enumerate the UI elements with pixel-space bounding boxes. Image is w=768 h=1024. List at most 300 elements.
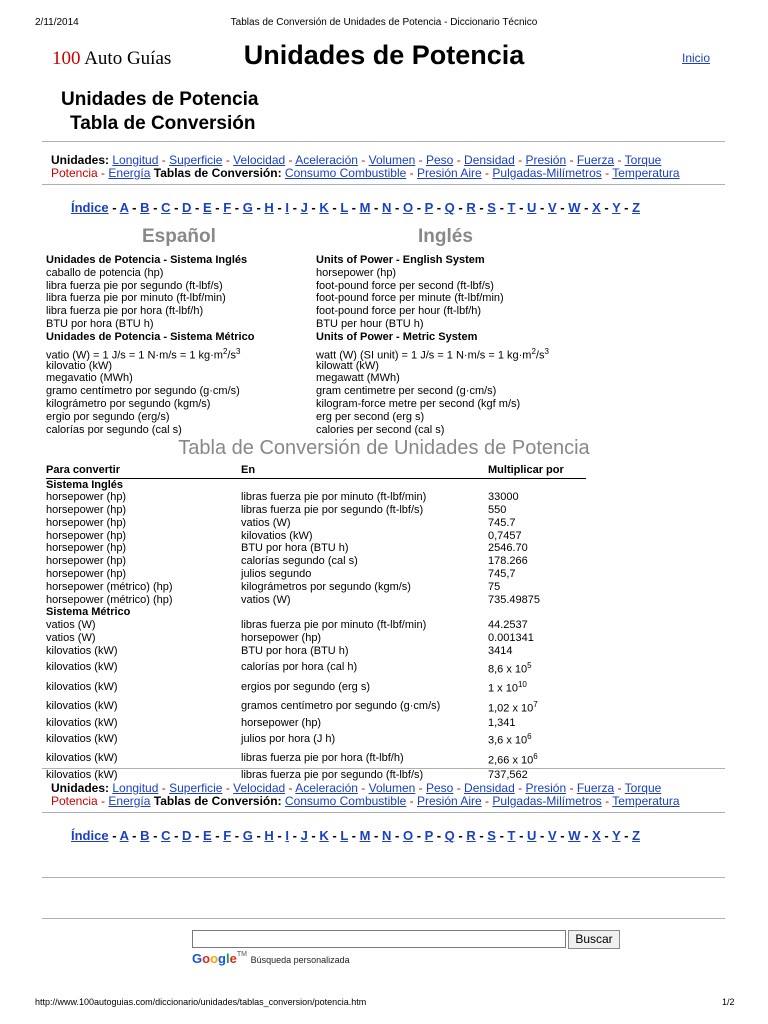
cell-text: kilovatios (kW) [241,529,313,542]
group-label: Sistema Inglés [46,478,124,491]
cell-text: kilovatios (kW) [46,768,118,781]
to-unit-cell [241,677,488,697]
separator: - [149,828,162,843]
unit-item: libra fuerza pie por minuto (ft-lbf/min) [46,292,226,305]
separator: - [252,828,265,843]
column-heading-english: Inglés [418,226,473,247]
nav-link-fuerza[interactable]: Fuerza [576,153,615,167]
letter-link-l[interactable]: L [340,828,349,843]
letter-link-x[interactable]: X [592,200,601,215]
factor-cell [488,517,586,530]
unit-item: libra fuerza pie por segundo (ft-lbf/s) [46,279,223,292]
from-unit-cell [46,658,241,678]
tables-nav-top: Potencia - Energía Tablas de Conversión: Consumo Combustible - Presión Aire - Pulgadas-Milímetros - Temperatura [51,166,680,180]
letter-link-u[interactable]: U [527,200,537,215]
to-unit-cell [241,517,488,530]
tables-nav-bottom: Potencia - Energía Tablas de Conversión: Consumo Combustible - Presión Aire - Pulgadas-Milímetros - Temperatura [51,794,680,808]
nav-link-energia[interactable]: Energía [108,794,151,808]
separator: - [370,828,382,843]
units-nav-bottom: Unidades: Longitud - Superficie - Velocidad - Aceleración - Volumen - Peso - Densidad - Presión - Fuerza - Torque [51,781,662,795]
to-unit-cell [241,749,488,769]
unit-item: foot-pound force per second (ft-lbf/s) [316,279,494,292]
table-row [46,517,586,530]
alphabet-index-bottom [71,828,640,843]
units-list-english [316,254,549,436]
separator: - [108,828,120,843]
separator: - [454,828,467,843]
nav-link-aceleracion[interactable]: Aceleración [295,153,358,167]
cell-text: 745.7 [488,516,516,529]
unit-item: megawatt (MWh) [316,372,400,385]
letter-link-m[interactable]: M [359,200,371,215]
conversion-table [46,463,586,782]
cell-text: 44.2537 [488,619,528,632]
letter-link-k[interactable]: K [319,200,329,215]
cell-text: horsepower (hp) [46,516,127,529]
nav-link-pulgadas[interactable]: Pulgadas-Milímetros [492,166,602,180]
from-unit-cell [46,729,241,749]
page-title: Unidades de Potencia [243,40,525,70]
separator: - [515,200,528,215]
separator: - [413,828,425,843]
letter-link-c[interactable]: C [161,828,171,843]
unit-item: calories per second (cal s) [316,423,445,436]
unit-item: kilogram-force metre per second (kgf m/s) [316,397,521,410]
unit-item: ergio por segundo (erg/s) [46,410,170,423]
print-title: Tablas de Conversión de Unidades de Potencia - Diccionario Técnico [230,17,538,28]
separator: - [348,828,360,843]
nav-current-potencia: Potencia [51,166,98,180]
cell-text: libras fuerza pie por minuto (ft-lbf/min) [241,619,427,632]
from-unit-cell [46,717,241,730]
cell-text: horsepower (hp) [46,568,127,581]
column-header: Para convertir [46,463,241,478]
letter-link-d[interactable]: D [182,828,192,843]
logo-number: 100 [52,48,81,69]
separator: - [273,828,286,843]
divider [42,918,725,919]
separator: - [289,200,301,215]
watt-def: vatio (W) = 1 J/s = 1 N·m/s = 1 kg·m [46,349,223,362]
letter-link-o[interactable]: O [402,200,414,215]
nav-link-torque[interactable]: Torque [624,781,662,795]
separator: - [495,828,508,843]
cell-text: 0,7457 [488,529,522,542]
subtitle-line2: Tabla de Conversión [70,113,256,134]
units-list-spanish [46,254,254,436]
nav-link-presion[interactable]: Presión [525,153,567,167]
letter-link-i[interactable]: I [285,200,289,215]
from-unit-cell [46,632,241,645]
exponent: 10 [517,680,527,690]
table-row [46,491,586,504]
from-unit-cell [46,530,241,543]
to-unit-cell [241,568,488,581]
to-unit-cell [241,632,488,645]
letter-link-q[interactable]: Q [444,828,455,843]
tables-label: Tablas de Conversión: [153,166,282,180]
from-unit-cell [46,542,241,555]
separator: - [391,828,403,843]
factor-cell [488,769,586,782]
letter-link-h[interactable]: H [264,828,274,843]
letter-link-u[interactable]: U [527,828,537,843]
cell-text: 0.001341 [488,632,534,645]
from-unit-cell [46,749,241,769]
factor-cell [488,594,586,607]
nav-link-peso[interactable]: Peso [426,153,454,167]
separator: - [170,200,183,215]
to-unit-cell [241,491,488,504]
from-unit-cell [46,769,241,782]
letter-link-b[interactable]: B [140,200,150,215]
unit-item: foot-pound force per hour (ft-lbf/h) [316,305,482,318]
from-unit-cell [46,517,241,530]
cell-text: kilovatios (kW) [46,716,118,729]
separator: - [536,828,548,843]
cell-text: kilovatios (kW) [46,680,118,693]
cell-text: vatios (W) [46,619,96,632]
units-heading: Unidades de Potencia - Sistema Métrico [46,330,255,343]
separator: - [328,828,341,843]
to-unit-cell [241,769,488,782]
letter-link-a[interactable]: A [119,200,129,215]
table-row [46,504,586,517]
divider [42,877,725,878]
letter-link-m[interactable]: M [359,828,371,843]
separator: - [600,200,613,215]
letter-link-j[interactable]: J [300,200,308,215]
units-heading: Units of Power - Metric System [316,330,478,343]
separator: - [273,200,286,215]
nav-link-peso[interactable]: Peso [426,781,454,795]
letter-link-y[interactable]: Y [612,200,621,215]
letter-link-a[interactable]: A [119,828,129,843]
table-row [46,658,586,678]
unit-item: caballo de potencia (hp) [46,266,164,279]
nav-link-volumen[interactable]: Volumen [368,781,416,795]
cell-text: 178.266 [488,555,528,568]
separator: - [170,828,183,843]
google-letter: e [229,951,237,966]
nav-link-superficie[interactable]: Superficie [169,153,223,167]
separator: - [620,200,633,215]
letter-link-o[interactable]: O [402,828,414,843]
cell-text: libras fuerza pie por minuto (ft-lbf/min) [241,491,427,504]
google-letter: l [225,951,230,966]
exponent: 5 [527,660,532,670]
separator: - [328,200,341,215]
cell-text: horsepower (métrico) (hp) [46,593,173,606]
nav-link-consumo[interactable]: Consumo Combustible [284,794,407,808]
table-group-row [46,478,586,491]
letter-link-i[interactable]: I [285,828,289,843]
sup: 3 [544,346,549,356]
letter-link-w[interactable]: W [568,200,581,215]
from-unit-cell [46,594,241,607]
nav-link-temperatura[interactable]: Temperatura [612,166,680,180]
nav-link-velocidad[interactable]: Velocidad [233,153,286,167]
nav-link-energia[interactable]: Energía [108,166,151,180]
unit-item: kilovatio (kW) [46,359,113,372]
separator: - [128,828,141,843]
nav-link-temperatura[interactable]: Temperatura [612,794,680,808]
google-logo [192,951,350,966]
letter-link-t[interactable]: T [507,200,516,215]
nav-link-velocidad[interactable]: Velocidad [233,781,286,795]
cell-text: 745,7 [488,568,516,581]
separator: - [536,200,548,215]
unit-item: erg per second (erg s) [316,410,425,423]
from-unit-cell [46,619,241,632]
divider [42,812,725,813]
letter-link-s[interactable]: S [487,828,496,843]
cell-text: 3,6 x 10 [488,735,528,748]
to-unit-cell [241,530,488,543]
letter-link-b[interactable]: B [140,828,150,843]
unit-item: BTU por hora (BTU h) [46,317,154,330]
cell-text: vatios (W) [46,632,96,645]
units-heading: Unidades de Potencia - Sistema Inglés [46,254,248,266]
letter-link-e[interactable]: E [202,828,212,843]
cell-text: horsepower (hp) [46,504,127,517]
to-unit-cell [241,594,488,607]
to-unit-cell [241,729,488,749]
letter-link-s[interactable]: S [487,200,496,215]
letter-link-z[interactable]: Z [632,828,641,843]
search-caption: Búsqueda personalizada [250,955,350,965]
column-heading-spanish: Español [142,226,216,247]
inicio-link[interactable]: Inicio [682,51,711,65]
to-unit-cell [241,645,488,658]
separator: - [307,828,320,843]
factor-cell [488,749,586,769]
separator: - [556,200,569,215]
separator: - [556,828,569,843]
nav-link-densidad[interactable]: Densidad [464,153,515,167]
column-header: En [241,463,488,478]
cell-text: BTU por hora (BTU h) [241,542,349,555]
letter-link-q[interactable]: Q [444,200,455,215]
factor-cell [488,542,586,555]
letter-link-g[interactable]: G [242,828,253,843]
nav-link-longitud[interactable]: Longitud [112,781,159,795]
separator: - [433,828,445,843]
nav-link-presion[interactable]: Presión [525,781,567,795]
cell-text: libras fuerza pie por segundo (ft-lbf/s) [241,768,424,781]
table-row [46,581,586,594]
factor-cell [488,717,586,730]
google-letter: o [210,951,219,966]
nav-current-potencia: Potencia [51,794,98,808]
cell-text: 8,6 x 10 [488,663,528,676]
index-link[interactable]: Índice [71,828,109,843]
search-button[interactable]: Buscar [568,930,620,949]
separator: - [149,200,162,215]
separator: - [370,200,382,215]
letter-link-f[interactable]: F [223,828,232,843]
letter-link-v[interactable]: V [547,200,557,215]
cell-text: 2546.70 [488,542,528,555]
nav-link-superficie[interactable]: Superficie [169,781,223,795]
separator: - [348,200,360,215]
letter-link-v[interactable]: V [547,828,557,843]
letter-link-g[interactable]: G [242,200,253,215]
watt-def: /s [535,349,545,362]
from-unit-cell [46,645,241,658]
letter-link-e[interactable]: E [202,200,212,215]
factor-cell [488,568,586,581]
factor-cell [488,530,586,543]
cell-text: BTU por hora (BTU h) [241,644,349,657]
table-header-row [46,463,586,478]
factor-cell [488,555,586,568]
unit-item: kilográmetro por segundo (kgm/s) [46,397,211,410]
table-row [46,542,586,555]
letter-link-l[interactable]: L [340,200,349,215]
cell-text: 550 [488,504,507,517]
cell-text: calorías por hora (cal h) [241,660,358,673]
nav-link-volumen[interactable]: Volumen [368,153,416,167]
cell-text: libras fuerza pie por hora (ft-lbf/h) [241,752,404,765]
unit-item: horsepower (hp) [316,266,397,279]
nav-link-aceleracion[interactable]: Aceleración [295,781,358,795]
separator: - [515,828,528,843]
table-row [46,530,586,543]
separator: - [211,200,224,215]
separator: - [495,200,508,215]
separator: - [475,200,488,215]
separator: - [289,828,301,843]
from-unit-cell [46,555,241,568]
exponent: 7 [533,699,538,709]
unit-item: libra fuerza pie por hora (ft-lbf/h) [46,305,204,318]
letter-link-z[interactable]: Z [632,200,641,215]
cell-text: horsepower (hp) [241,632,322,645]
from-unit-cell [46,581,241,594]
nav-link-torque[interactable]: Torque [624,153,662,167]
separator: - [600,828,613,843]
cell-text: libras fuerza pie por segundo (ft-lbf/s) [241,504,424,517]
table-row [46,769,586,782]
to-unit-cell [241,542,488,555]
cell-text: 737,562 [488,768,528,781]
cell-text: kilográmetros por segundo (kgm/s) [241,580,411,593]
cell-text: vatios (W) [241,516,291,529]
nav-link-densidad[interactable]: Densidad [464,781,515,795]
footer-page-number: 1/2 [722,997,735,1007]
nav-link-fuerza[interactable]: Fuerza [576,781,615,795]
letter-link-n[interactable]: N [382,828,392,843]
letter-link-r[interactable]: R [466,828,476,843]
to-unit-cell [241,581,488,594]
to-unit-cell [241,555,488,568]
cell-text: kilovatios (kW) [46,732,118,745]
cell-text: 735.49875 [488,593,540,606]
sup: 3 [235,346,241,356]
separator: - [454,200,467,215]
factor-cell [488,581,586,594]
from-unit-cell [46,677,241,697]
cell-text: kilovatios (kW) [46,752,118,765]
from-unit-cell [46,504,241,517]
nav-link-consumo[interactable]: Consumo Combustible [284,166,407,180]
nav-link-presion-aire[interactable]: Presión Aire [417,166,482,180]
table-row [46,594,586,607]
divider [42,184,725,185]
factor-cell [488,632,586,645]
logo-text: Auto Guías [80,48,172,69]
table-row [46,645,586,658]
letter-link-p[interactable]: P [424,200,434,215]
to-unit-cell [241,717,488,730]
cell-text: horsepower (hp) [46,555,127,568]
factor-cell [488,658,586,678]
separator: - [191,828,203,843]
letter-link-y[interactable]: Y [612,828,621,843]
sup: 2 [531,346,536,356]
letter-link-p[interactable]: P [424,828,434,843]
factor-cell [488,697,586,717]
nav-link-longitud[interactable]: Longitud [112,153,159,167]
table-row [46,729,586,749]
divider [42,141,725,142]
letter-link-x[interactable]: X [592,828,601,843]
nav-link-pulgadas[interactable]: Pulgadas-Milímetros [492,794,602,808]
group-label: Sistema Métrico [46,606,131,619]
footer-url: http://www.100autoguias.com/diccionario/unidades/tablas_conversion/potencia.htm [35,997,367,1007]
units-label: Unidades: [51,153,110,167]
factor-cell [488,504,586,517]
to-unit-cell [241,504,488,517]
table-group-row [46,606,586,619]
cell-text: gramos centímetro por segundo (g·cm/s) [241,700,441,713]
letter-link-w[interactable]: W [568,828,581,843]
from-unit-cell [46,491,241,504]
letter-link-f[interactable]: F [223,200,232,215]
letter-link-r[interactable]: R [466,200,476,215]
cell-text: ergios por segundo (erg s) [241,680,371,693]
trademark: TM [236,951,247,958]
separator: - [231,828,243,843]
index-link[interactable]: Índice [71,200,109,215]
separator: - [391,200,403,215]
letter-link-t[interactable]: T [507,828,516,843]
cell-text: 33000 [488,491,519,504]
divider [42,768,725,769]
cell-text: horsepower (hp) [46,529,127,542]
cell-text: horsepower (métrico) (hp) [46,580,173,593]
nav-link-presion-aire[interactable]: Presión Aire [417,794,482,808]
search-input[interactable] [192,930,566,948]
table-row [46,619,586,632]
letter-link-h[interactable]: H [264,200,274,215]
cell-text: 1 x 10 [488,682,518,695]
table-row [46,677,586,697]
unit-item: gramo centímetro por segundo (g·cm/s) [46,385,240,398]
cell-text: horsepower (hp) [241,716,322,729]
letter-link-c[interactable]: C [161,200,171,215]
separator: - [413,200,425,215]
letter-link-j[interactable]: J [300,828,308,843]
letter-link-d[interactable]: D [182,200,192,215]
factor-cell [488,645,586,658]
table-row [46,717,586,730]
google-letter: o [202,951,211,966]
letter-link-n[interactable]: N [382,200,392,215]
alphabet-index-top [71,200,640,215]
letter-link-k[interactable]: K [319,828,329,843]
